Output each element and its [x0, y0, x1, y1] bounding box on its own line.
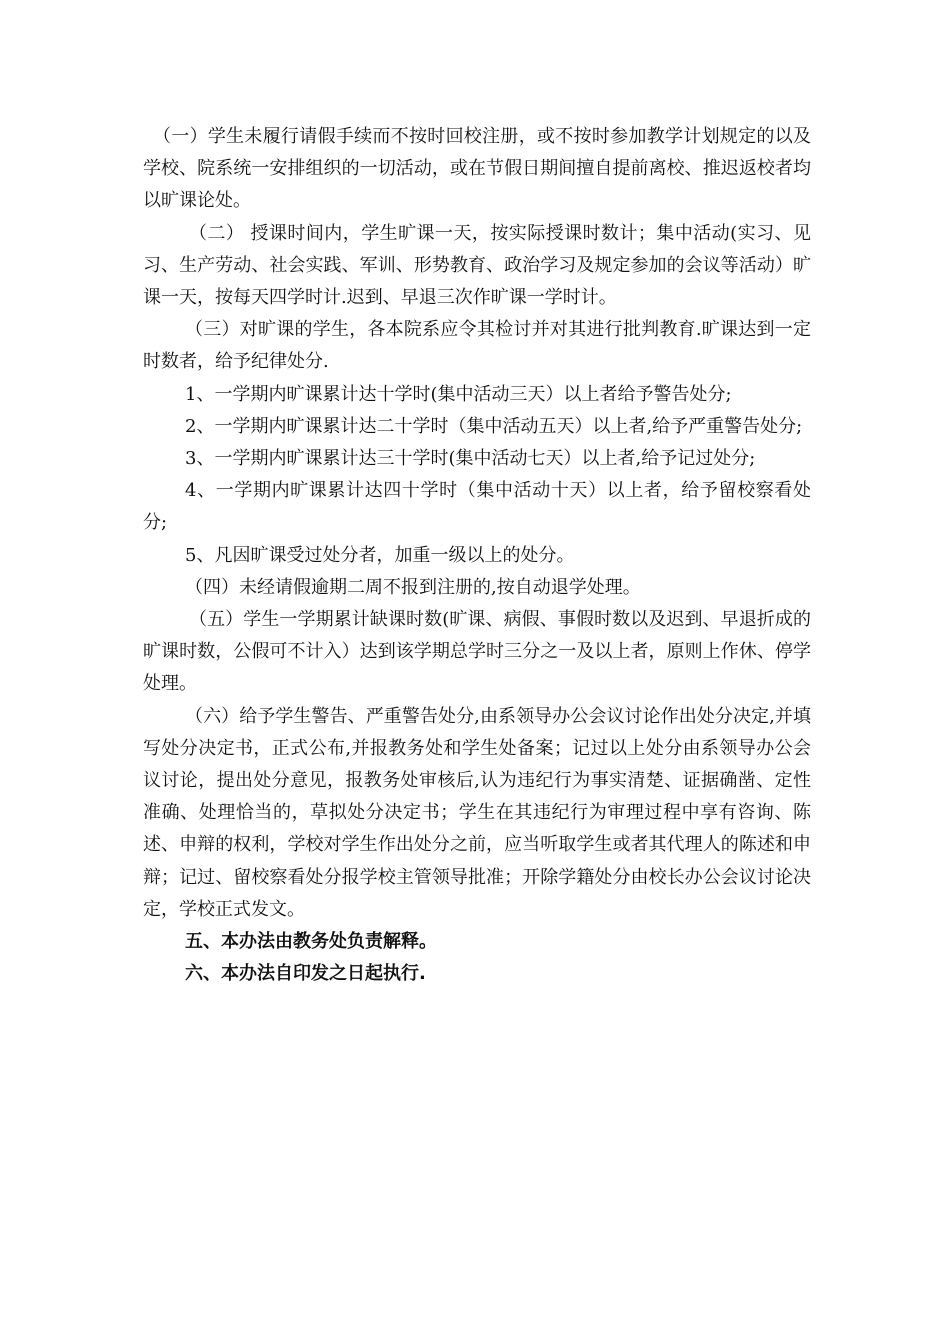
list-item-4: 4、一学期内旷课累计达四十学时（集中活动十天）以上者，给予留校察看处分;	[143, 480, 811, 534]
list-item-2: 2、一学期内旷课累计达二十学时（集中活动五天）以上者,给予严重警告处分;	[185, 415, 803, 437]
article-six-heading: 六、本办法自印发之日起执行.	[185, 963, 426, 985]
paragraph-item-5: （五）学生一学期累计缺课时数(旷课、病假、事假时数以及迟到、早退折成的旷课时数，公假可不计入）达到该学期总学时三分之一及以上者，原则上作休、停学处理。	[143, 609, 811, 695]
article-five-heading: 五、本办法由教务处负责解释。	[185, 931, 437, 953]
document-body	[143, 121, 811, 990]
list-item-3: 3、一学期内旷课累计达三十学时(集中活动七天）以上者,给予记过处分;	[185, 448, 756, 470]
paragraph-item-3: （三）对旷课的学生，各本院系应令其检讨并对其进行批判教育.旷课达到一定时数者，给予纪律处分.	[143, 319, 811, 373]
paragraph-item-1: （一）学生未履行请假手续而不按时回校注册，或不按时参加教学计划规定的以及学校、院系统一安排组织的一切活动，或在节假日期间擅自提前离校、推迟返校者均以旷课论处。	[143, 126, 811, 212]
paragraph-item-6: （六）给予学生警告、严重警告处分,由系领导办公会议讨论作出处分决定,并填写处分决定书，正式公布,并报教务处和学生处备案；记过以上处分由系领导办公会议讨论，提出处分意见，报教务处审核后,认为违纪行为事实清楚、证据确凿、定性准确、处理恰当的，草拟处分决定书；学生在其违纪行为审理过程中享有咨询、陈述、申辩的权利，学校对学生作出处分之前，应当听取学生或者其代理人的陈述和申辩；记过、留校察看处分报学校主管领导批准；开除学籍处分由校长办公会议讨论决定，学校正式发文。	[143, 705, 811, 920]
list-item-5: 5、凡因旷课受过处分者，加重一级以上的处分。	[185, 544, 575, 566]
paragraph-item-2: （二） 授课时间内，学生旷课一天，按实际授课时数计；集中活动(实习、见习、生产劳动、社会实践、军训、形势教育、政治学习及规定参加的会议等活动）旷课一天，按每天四学时计.迟到、早退三次作旷课一学时计。	[143, 222, 811, 309]
list-item-1: 1、一学期内旷课累计达十学时(集中活动三天）以上者给予警告处分;	[185, 383, 732, 405]
paragraph-item-4: （四）未经请假逾期二周不报到注册的,按自动退学处理。	[185, 576, 641, 598]
